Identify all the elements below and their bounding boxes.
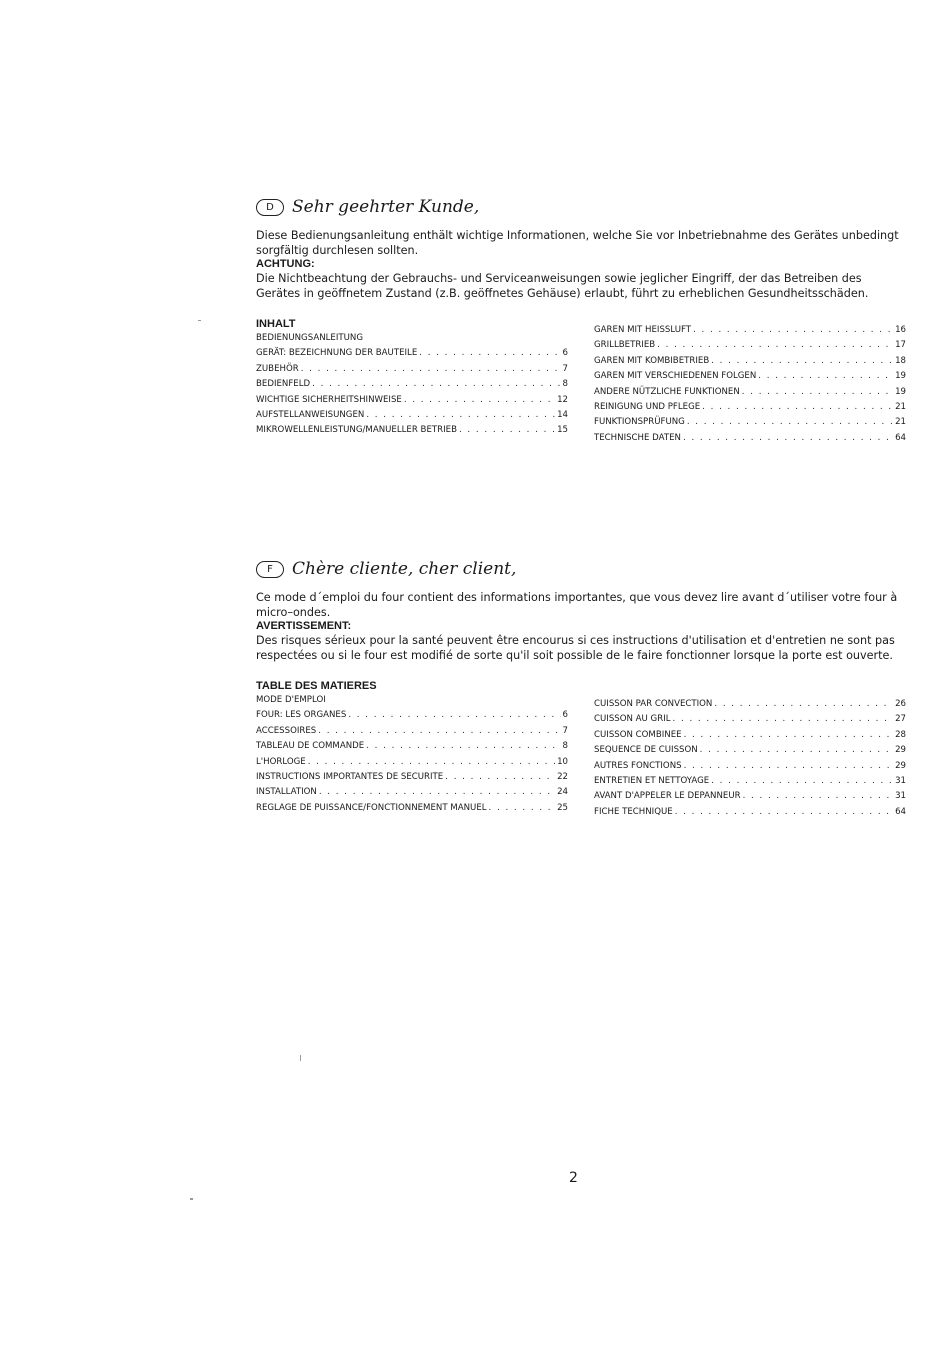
toc-entry-page: 6 [562, 348, 568, 359]
leader-dots [308, 755, 555, 770]
toc-entry [256, 346, 568, 361]
toc-subheading: MODE D'EMPLOI [256, 695, 326, 705]
toc-entry-label: INSTRUCTIONS IMPORTANTES DE SECURITE [256, 772, 444, 783]
toc-entry [256, 393, 568, 408]
leader-dots [489, 801, 556, 816]
leader-dots [673, 712, 894, 727]
toc-entry [594, 805, 906, 820]
leader-dots [404, 393, 555, 408]
leader-dots [657, 338, 893, 353]
toc-entry [256, 408, 568, 423]
toc-entry [594, 774, 906, 789]
toc-entry-label: GERÄT: BEZEICHNUNG DER BAUTEILE [256, 348, 418, 359]
leader-dots [684, 759, 893, 774]
toc-entry-page: 8 [562, 741, 568, 752]
leader-dots [366, 739, 560, 754]
toc-entry-label: FOUR: LES ORGANES [256, 710, 347, 721]
toc-entry-label: WICHTIGE SICHERHEITSHINWEISE [256, 394, 402, 405]
leader-dots [743, 789, 893, 804]
toc-entry-page: 27 [895, 714, 906, 725]
toc-entry [256, 801, 568, 816]
leader-dots [758, 369, 893, 384]
toc-entry-label: ZUBEHÖR [256, 363, 299, 374]
toc-entry [594, 385, 906, 400]
toc-subheading: BEDIENUNGSANLEITUNG [256, 333, 364, 343]
toc-entry-page: 15 [557, 425, 568, 436]
toc-entry-page: 6 [562, 710, 568, 721]
toc-entry [256, 362, 568, 377]
section-german [256, 194, 906, 446]
warning-label: AVERTISSEMENT: [256, 620, 352, 632]
language-badge-icon: D [256, 199, 284, 216]
toc-entry [594, 369, 906, 384]
toc-entry-label: SEQUENCE DE CUISSON [594, 745, 698, 756]
toc-entry [594, 789, 906, 804]
scan-mark [300, 1055, 301, 1061]
toc-entry-page: 31 [895, 791, 906, 802]
section-title: Chère cliente, cher client, [292, 559, 517, 579]
toc-entry-page: 19 [895, 386, 906, 397]
leader-dots [319, 785, 555, 800]
toc-entry-label: GAREN MIT HEISSLUFT [594, 325, 692, 335]
toc-entry-label: GAREN MIT KOMBIBETRIEB [594, 355, 710, 366]
leader-dots [742, 385, 893, 400]
leader-dots [459, 423, 555, 438]
toc-entry [594, 743, 906, 758]
toc-entry [256, 724, 568, 739]
toc-entry-label: TECHNISCHE DATEN [594, 432, 681, 443]
toc-entry-label: GAREN MIT VERSCHIEDENEN FOLGEN [594, 371, 757, 382]
toc-entry-label: AVANT D'APPELER LE DEPANNEUR [594, 791, 741, 802]
toc-entry-page: 31 [895, 776, 906, 787]
warning-label: ACHTUNG: [256, 258, 315, 270]
toc-entry [594, 728, 906, 743]
toc-heading: TABLE DES MATIERES [256, 680, 377, 692]
toc-entry-page: 29 [895, 760, 906, 771]
leader-dots [675, 805, 893, 820]
toc-entry [256, 755, 568, 770]
toc-entry-page: 29 [895, 745, 906, 756]
toc-entry-page: 28 [895, 729, 906, 740]
table-of-contents [256, 317, 906, 446]
toc-entry-page: 21 [895, 417, 906, 428]
toc-entry [256, 739, 568, 754]
leader-dots [687, 415, 893, 430]
toc-entry [594, 415, 906, 430]
toc-entry-label: INSTALLATION [256, 787, 317, 798]
toc-entry-label: CUISSON PAR CONVECTION [594, 699, 713, 709]
toc-entry-label: REGLAGE DE PUISSANCE/FONCTIONNEMENT MANUEL [256, 802, 487, 813]
scan-mark [198, 320, 201, 321]
toc-entry-page: 24 [557, 787, 568, 798]
toc-entry-page: 7 [562, 363, 568, 374]
toc-entry [256, 708, 568, 723]
toc-entry [594, 354, 906, 369]
leader-dots [700, 743, 893, 758]
toc-entry [594, 338, 906, 353]
leader-dots [714, 697, 893, 712]
leader-dots [348, 708, 560, 723]
toc-entry-page: 64 [895, 806, 906, 817]
toc-entry-label: REINIGUNG UND PFLEGE [594, 402, 701, 413]
section-heading [256, 194, 906, 220]
language-badge-icon: F [256, 561, 284, 578]
section-heading [256, 556, 906, 582]
section-french [256, 556, 906, 820]
leader-dots [711, 354, 893, 369]
toc-entry [594, 323, 906, 338]
toc-entry [594, 400, 906, 415]
leader-dots [702, 400, 893, 415]
toc-entry-label: MIKROWELLENLEISTUNG/MANUELLER BETRIEB [256, 425, 457, 436]
toc-entry-label: AUTRES FONCTIONS [594, 760, 682, 771]
toc-entry-page: 25 [557, 802, 568, 813]
toc-entry-page: 12 [557, 394, 568, 405]
leader-dots [693, 323, 893, 338]
leader-dots [419, 346, 560, 361]
toc-entry-page: 7 [562, 725, 568, 736]
warning-text: Die Nichtbeachtung der Gebrauchs- und Serviceanweisungen sowie jeglicher Eingriff, der das Betreiben des Gerätes in geöffnetem Zustand (z.B. geöffnetes Gehäuse) erlaubt, führt zu erheblichen Gesundheitsschäden. [256, 272, 869, 300]
toc-entry-label: L'HORLOGE [256, 756, 306, 767]
leader-dots [318, 724, 560, 739]
warning-text: Des risques sérieux pour la santé peuvent être encourus si ces instructions d'utilisation et d'entretien ne sont pas respectées ou si le four est modifié de sorte qu'il soit possible de le faire fonctionner lorsque la porte est ouverte. [256, 634, 895, 662]
toc-entry-page: 16 [895, 325, 906, 335]
toc-entry-page: 64 [895, 432, 906, 443]
page-number: 2 [569, 1170, 578, 1186]
leader-dots [684, 728, 894, 743]
toc-entry-page: 10 [557, 756, 568, 767]
leader-dots [301, 362, 561, 377]
toc-entry-page: 19 [895, 371, 906, 382]
toc-entry [594, 712, 906, 727]
toc-entry-page: 17 [895, 340, 906, 351]
toc-entry-page: 8 [562, 379, 568, 390]
toc-entry-label: AUFSTELLANWEISUNGEN [256, 410, 365, 421]
toc-entry-label: ACCESSOIRES [256, 725, 317, 736]
toc-right-column [594, 679, 906, 820]
toc-entry-label: FUNKTIONSPRÜFUNG [594, 417, 685, 428]
leader-dots [711, 774, 893, 789]
toc-left-column [256, 679, 568, 820]
scan-mark [190, 1198, 193, 1200]
section-title: Sehr geehrter Kunde, [292, 197, 480, 217]
toc-entry [594, 697, 906, 712]
toc-entry-label: CUISSON AU GRIL [594, 714, 671, 725]
toc-entry-label: TABLEAU DE COMMANDE [256, 741, 365, 752]
toc-entry [594, 431, 906, 446]
leader-dots [683, 431, 893, 446]
toc-entry-label: ENTRETIEN ET NETTOYAGE [594, 776, 710, 787]
toc-right-column [594, 317, 906, 446]
intro-text: Ce mode d´emploi du four contient des informations importantes, que vous devez lire avant d´utiliser votre four à micro–ondes. [256, 591, 898, 619]
toc-left-column [256, 317, 568, 446]
toc-entry [256, 423, 568, 438]
toc-entry [594, 759, 906, 774]
intro-text: Diese Bedienungsanleitung enthält wichtige Informationen, welche Sie vor Inbetriebnahme des Gerätes unbedingt sorgfältig durchlesen sollten. [256, 229, 899, 257]
toc-entry-label: FICHE TECHNIQUE [594, 806, 673, 817]
leader-dots [312, 377, 560, 392]
toc-entry-page: 14 [557, 410, 568, 421]
toc-entry-label: BEDIENFELD [256, 379, 311, 390]
toc-entry-page: 21 [895, 402, 906, 413]
toc-entry [256, 770, 568, 785]
leader-dots [366, 408, 555, 423]
toc-entry [256, 785, 568, 800]
table-of-contents [256, 679, 906, 820]
leader-dots [445, 770, 555, 785]
toc-heading: INHALT [256, 318, 296, 330]
toc-entry-label: ANDERE NÜTZLICHE FUNKTIONEN [594, 386, 740, 397]
toc-entry-label: CUISSON COMBINEE [594, 729, 682, 740]
toc-entry-page: 22 [557, 772, 568, 783]
toc-entry-page: 26 [895, 699, 906, 709]
toc-entry-page: 18 [895, 355, 906, 366]
toc-entry [256, 377, 568, 392]
toc-entry-label: GRILLBETRIEB [594, 340, 656, 351]
